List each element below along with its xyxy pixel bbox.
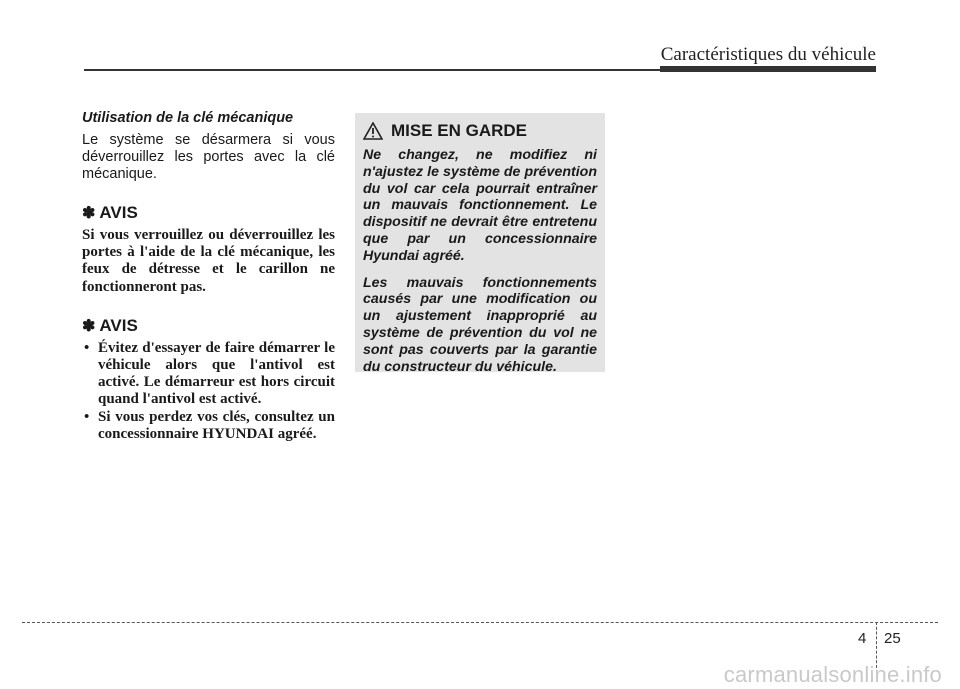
list-item-text: Évitez d'essayer de faire démarrer le véhicule alors que l'antivol est activé. Le démarreur est hors circuit quand l'antivol est activé.: [98, 339, 335, 408]
section-sub-heading: Utilisation de la clé mécanique: [82, 110, 294, 126]
list-item: [82, 409, 335, 443]
warning-title-row: [363, 121, 597, 141]
bullet-icon: •: [84, 339, 90, 356]
page-number: 25: [884, 630, 901, 647]
asterisk-icon: ✽: [82, 205, 96, 222]
avis-heading-2: [82, 316, 335, 336]
chapter-number: 4: [858, 630, 867, 647]
warning-title: MISE EN GARDE: [391, 121, 528, 140]
avis-title-1: AVIS: [99, 203, 138, 222]
list-item: [82, 340, 335, 409]
header-title: Caractéristiques du véhicule: [660, 44, 876, 65]
warning-triangle-icon: [363, 122, 383, 140]
avis-heading-1: [82, 203, 335, 223]
watermark: carmanualsonline.info: [723, 662, 942, 687]
warning-paragraph-1: Ne changez, ne modifiez ni n'ajustez le système de prévention du vol car cela pourrait entraîner un mauvais fonctionnement. Le dispositif ne devrait être entretenu que par un concessionnaire Hyundai agréé.: [363, 147, 597, 264]
footer-rule: [22, 622, 938, 623]
avis-title-2: AVIS: [99, 315, 138, 335]
bullet-icon: •: [84, 408, 90, 425]
header-rule-thick: [660, 66, 876, 72]
warning-paragraph-2: Les mauvais fonctionnements causés par une modification ou un ajustement inapproprié au système de prévention du vol ne sont pas couverts par la garantie du constructeur du véhicule.: [363, 274, 597, 375]
avis-text-1: Si vous verrouillez ou déverrouillez les portes à l'aide de la clé mécanique, les feux de détresse et le carillon ne fonctionneront pas.: [82, 227, 335, 295]
warning-box: [355, 113, 605, 375]
intro-paragraph: Le système se désarmera si vous déverrouillez les portes avec la clé mécanique.: [82, 132, 335, 182]
list-item-text: Si vous perdez vos clés, consultez un concessionnaire HYUNDAI agréé.: [98, 408, 335, 442]
asterisk-icon: ✽: [82, 317, 96, 335]
avis-bullet-list: [82, 340, 335, 443]
left-column: [82, 110, 335, 443]
